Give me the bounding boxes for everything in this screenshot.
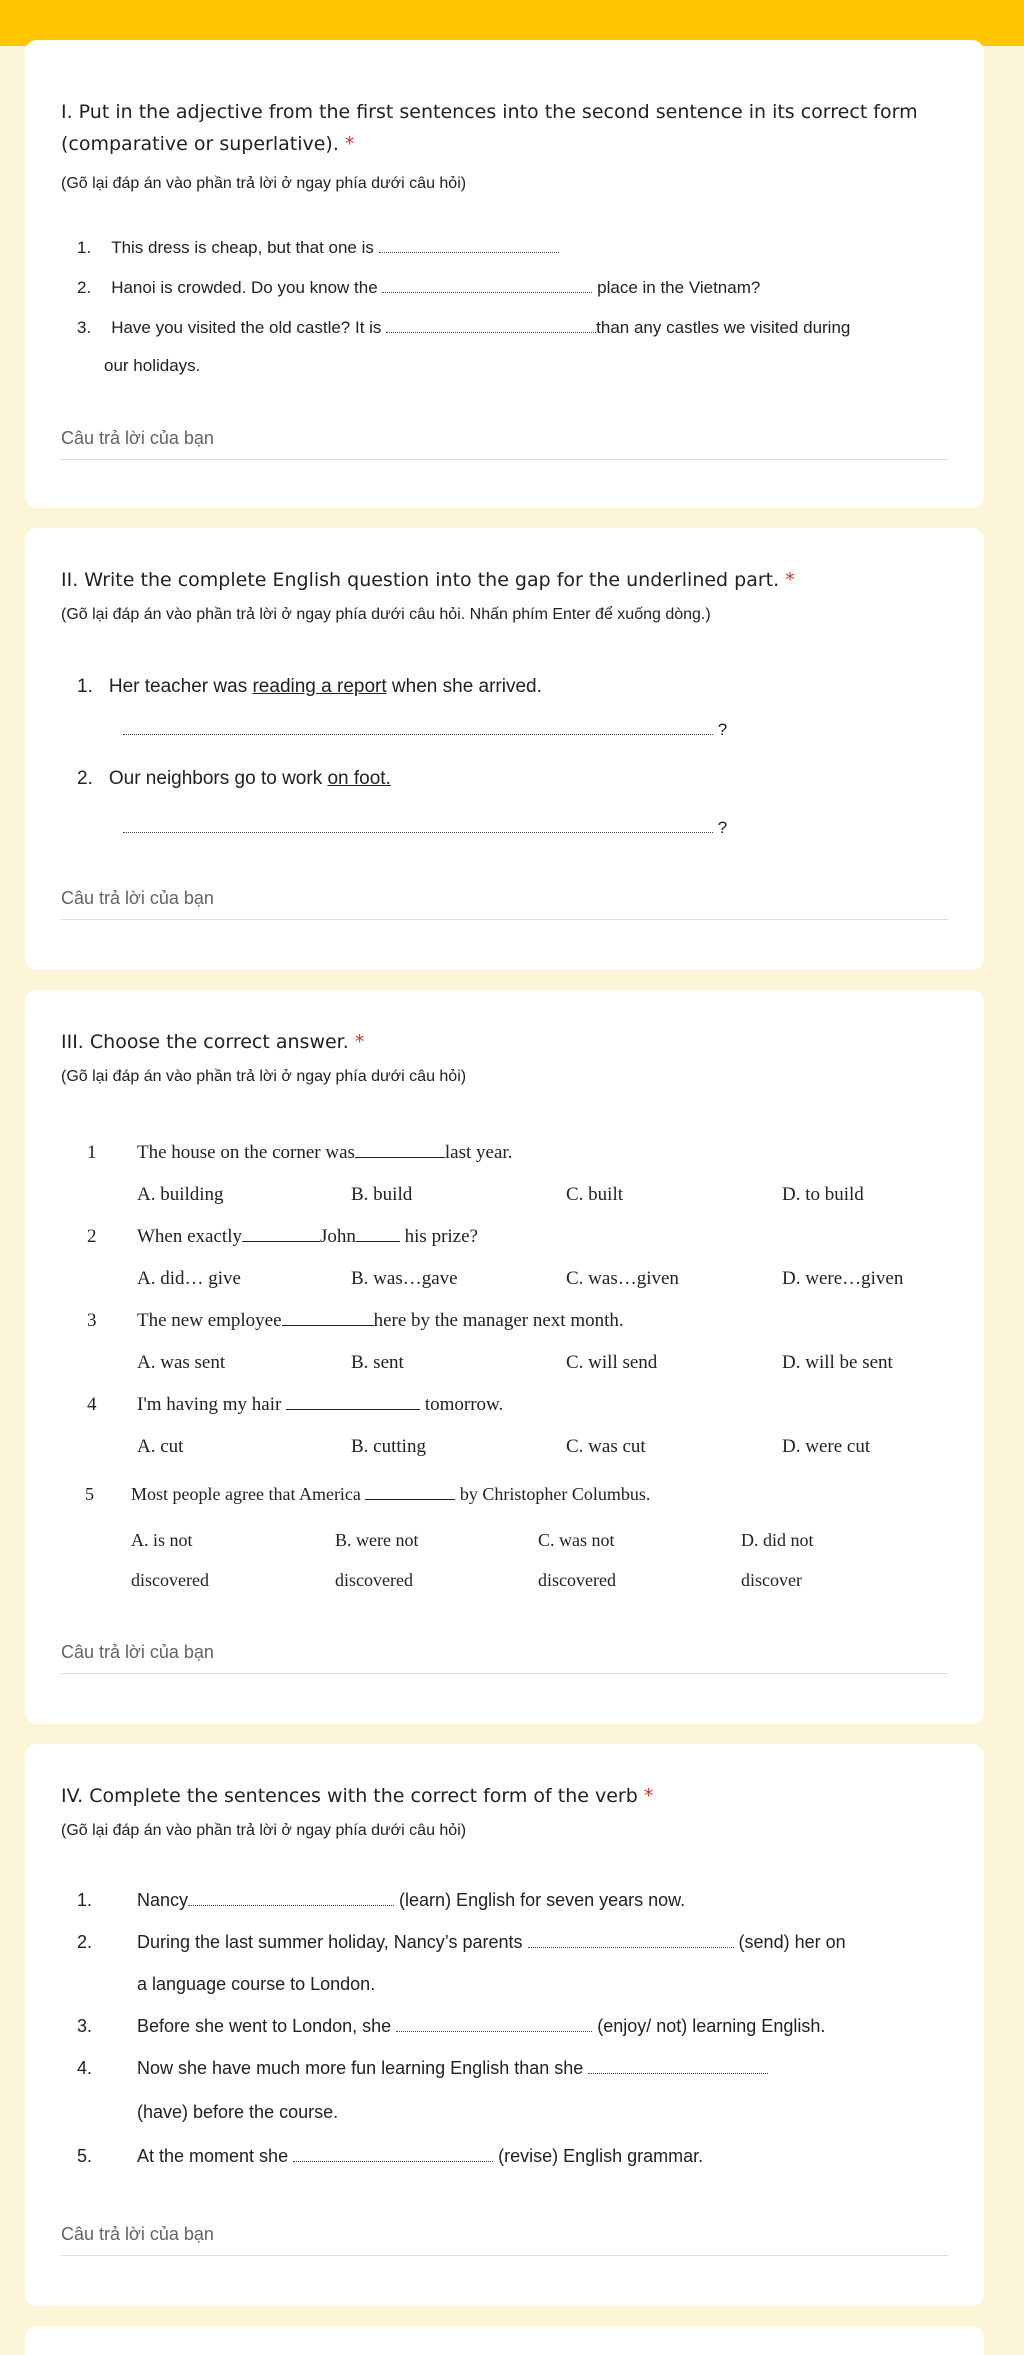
- list-item-text: At the moment she (revise) English grammar.: [137, 2146, 704, 2166]
- answer-gap: ?: [123, 818, 727, 838]
- question-card-2: [25, 528, 984, 970]
- mc-question-text: When exactly John his prize?: [137, 1226, 478, 1247]
- question-instructions: (Gõ lại đáp án vào phần trả lời ở ngay phía dưới câu hỏi): [61, 175, 467, 192]
- mc-question: 4: [87, 1394, 97, 1415]
- question-card-3: [25, 990, 984, 1724]
- question-card-5: [25, 2326, 984, 2355]
- mc-option-cont: discovered: [131, 1570, 209, 1590]
- mc-option-cont: discover: [741, 1570, 802, 1590]
- answer-input[interactable]: Câu trả lời của bạn: [61, 420, 948, 460]
- question-title: I. Put in the adjective from the first sentences into the second sentence in its correct form (comparative or superlative). *: [61, 101, 918, 155]
- mc-option: B. sent: [351, 1352, 404, 1373]
- answer-input[interactable]: Câu trả lời của bạn: [61, 1634, 948, 1674]
- mc-option-cont: discovered: [335, 1570, 413, 1590]
- answer-gap: ?: [123, 720, 727, 740]
- mc-option: B. was…gave: [351, 1268, 458, 1289]
- question-title: III. Choose the correct answer. *: [61, 1031, 365, 1053]
- mc-option: D. were…given: [782, 1268, 904, 1289]
- mc-question-text: The house on the corner was last year.: [137, 1142, 513, 1163]
- mc-option: D. were cut: [782, 1436, 871, 1457]
- mc-option: B. build: [351, 1184, 413, 1205]
- mc-option: C. was not: [538, 1530, 615, 1550]
- list-item: 2.: [77, 1932, 93, 1952]
- question-instructions: (Gõ lại đáp án vào phần trả lời ở ngay phía dưới câu hỏi. Nhấn phím Enter để xuống dòng.): [61, 606, 711, 623]
- mc-option: A. was sent: [137, 1352, 226, 1373]
- required-asterisk: *: [344, 133, 355, 155]
- required-asterisk: *: [354, 1031, 365, 1053]
- question-title: II. Write the complete English question into the gap for the underlined part. *: [61, 569, 795, 591]
- list-item-text: Now she have much more fun learning English than she: [137, 2058, 768, 2079]
- list-item: 1.: [77, 1890, 93, 1910]
- required-asterisk: *: [785, 569, 795, 591]
- mc-option: D. will be sent: [782, 1352, 893, 1373]
- list-item-continuation: our holidays.: [104, 356, 201, 375]
- mc-question: 5: [85, 1484, 94, 1504]
- list-item-continuation: a language course to London.: [137, 1974, 376, 1994]
- list-item: 5.: [77, 2146, 93, 2166]
- question-card-4: [25, 1744, 984, 2306]
- mc-option: C. built: [566, 1184, 624, 1205]
- list-item: 2. Hanoi is crowded. Do you know the place in the Vietnam?: [77, 278, 761, 297]
- mc-option: A. is not: [131, 1530, 193, 1550]
- mc-question: 3: [87, 1310, 97, 1331]
- list-item: 1. Her teacher was reading a report when she arrived.: [77, 676, 542, 697]
- question-card-1: [25, 40, 984, 508]
- mc-option: A. building: [137, 1184, 224, 1205]
- list-item: 3.: [77, 2016, 93, 2036]
- mc-question-text: The new employee here by the manager next month.: [137, 1310, 624, 1331]
- list-item-text: Nancy (learn) English for seven years now.: [137, 1890, 686, 1910]
- list-item: 2. Our neighbors go to work on foot.: [77, 768, 391, 789]
- mc-option: D. to build: [782, 1184, 864, 1205]
- answer-input[interactable]: Câu trả lời của bạn: [61, 2216, 948, 2256]
- question-title: IV. Complete the sentences with the correct form of the verb *: [61, 1785, 654, 1807]
- question-instructions: (Gõ lại đáp án vào phần trả lời ở ngay phía dưới câu hỏi): [61, 1068, 467, 1085]
- list-item: 1. This dress is cheap, but that one is: [77, 238, 559, 258]
- list-item: 4.: [77, 2058, 93, 2078]
- question-instructions: (Gõ lại đáp án vào phần trả lời ở ngay phía dưới câu hỏi): [61, 1822, 467, 1839]
- mc-option: A. cut: [137, 1436, 184, 1457]
- mc-option-cont: discovered: [538, 1570, 616, 1590]
- mc-option: B. cutting: [351, 1436, 426, 1457]
- mc-option: C. was cut: [566, 1436, 646, 1457]
- list-item: 3. Have you visited the old castle? It is than any castles we visited during: [77, 318, 851, 337]
- mc-question: 2: [87, 1226, 97, 1247]
- mc-question: 1: [87, 1142, 97, 1163]
- list-item-continuation: (have) before the course.: [137, 2102, 339, 2122]
- mc-question-text: Most people agree that America by Christopher Columbus.: [131, 1484, 651, 1504]
- mc-option: D. did not: [741, 1530, 814, 1550]
- mc-option: B. were not: [335, 1530, 419, 1550]
- mc-question-text: I'm having my hair tomorrow.: [137, 1394, 504, 1415]
- required-asterisk: *: [643, 1785, 654, 1807]
- mc-option: A. did… give: [137, 1268, 241, 1289]
- list-item-text: Before she went to London, she (enjoy/ not) learning English.: [137, 2016, 826, 2036]
- mc-option: C. was…given: [566, 1268, 679, 1289]
- list-item-text: During the last summer holiday, Nancy’s parents (send) her on: [137, 1932, 846, 1952]
- answer-input[interactable]: Câu trả lời của bạn: [61, 880, 948, 920]
- mc-option: C. will send: [566, 1352, 658, 1373]
